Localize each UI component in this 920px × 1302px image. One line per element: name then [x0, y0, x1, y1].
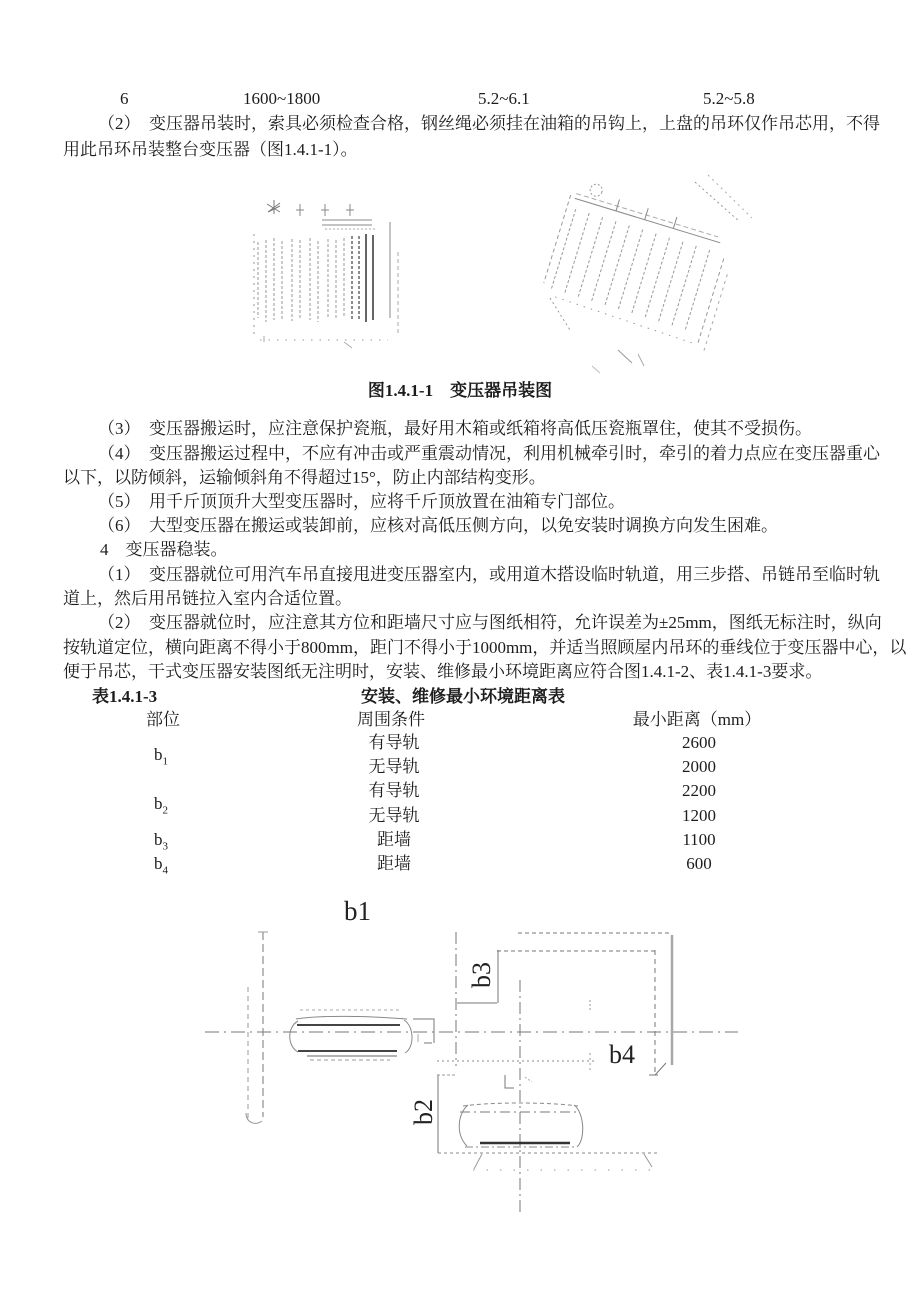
paragraph-5: （5） 用千斤顶顶升大型变压器时，应将千斤顶放置在油箱专门部位。: [98, 492, 625, 511]
transformer-lifting-figure: [240, 170, 760, 375]
section-4-2-line-2: 按轨道定位，横向距离不得小于800mm，距门不得小于1000mm，并适当照顾屋内吊环的垂线位于变压器中心，以: [63, 638, 907, 657]
table-value-row3: 2200: [682, 781, 716, 800]
table-header-condition: 周围条件: [357, 710, 425, 729]
table-header-part: 部位: [146, 710, 180, 729]
table-value-row1: 2600: [682, 733, 716, 752]
diagram-label-b1: b1: [344, 896, 371, 926]
paragraph-3: （3） 变压器搬运时，应注意保护瓷瓶，最好用木箱或纸箱将高低压瓷瓶罩住，使其不受损伤。: [98, 419, 812, 438]
prev-table-cell-index: 6: [120, 89, 129, 108]
table-value-row2: 2000: [682, 757, 716, 776]
transformer-sketch-upright: [254, 200, 398, 348]
section-4-2-line-1: （2） 变压器就位时，应注意其方位和距墙尺寸应与图纸相符，允许误差为±25mm，图纸无标注时，纵向: [98, 613, 882, 632]
prev-table-cell-range: 1600~1800: [243, 89, 321, 108]
table-value-row4: 1200: [682, 806, 716, 825]
figure-caption: 图1.4.1-1 变压器吊装图: [367, 381, 553, 400]
table-condition-row5: 距墙: [377, 830, 411, 849]
diagram-label-b3: b3: [467, 962, 496, 988]
table-value-row5: 1100: [682, 830, 716, 849]
table-header-min-distance: 最小距离（mm）: [632, 710, 762, 729]
table-part-b4: $b_4$: [154, 854, 168, 877]
transformer-sketch-tilted: [539, 175, 752, 373]
table-condition-row2: 无导轨: [368, 757, 420, 776]
table-condition-row1: 有导轨: [368, 733, 420, 752]
prev-table-cell-value2: 5.2~5.8: [703, 89, 755, 108]
section-4-1-line-2: 道上，然后用吊链拉入室内合适位置。: [63, 589, 352, 608]
table-part-b3: $b_3$: [154, 830, 168, 853]
table-title: 安装、维修最小环境距离表: [361, 687, 565, 706]
diagram-label-b2: b2: [409, 1099, 438, 1125]
clearance-diagram-sketch: [180, 895, 760, 1230]
table-part-b1: $b_1$: [154, 745, 168, 768]
table-condition-row4: 无导轨: [368, 806, 420, 825]
table-label: 表1.4.1-3: [92, 687, 158, 706]
table-value-row6: 600: [686, 854, 712, 873]
section-4-1-line-1: （1） 变压器就位可用汽车吊直接甩进变压器室内，或用道木搭设临时轨道，用三步搭、吊链吊至临时轨: [98, 565, 880, 584]
paragraph-4-line-1: （4） 变压器搬运过程中，不应有冲击或严重震动情况，利用机械牵引时，牵引的着力点应在变压器重心: [98, 444, 880, 463]
paragraph-2-line-1: （2） 变压器吊装时，索具必须检查合格，钢丝绳必须挂在油箱的吊钩上，上盘的吊环仅作吊芯用，不得: [98, 114, 880, 133]
table-condition-row6: 距墙: [377, 854, 411, 873]
table-condition-row3: 有导轨: [368, 781, 420, 800]
table-part-b2: $b_2$: [154, 794, 168, 817]
paragraph-6: （6） 大型变压器在搬运或装卸前，应核对高低压侧方向，以免安装时调换方向发生困难。: [98, 516, 778, 535]
paragraph-4-line-2: 以下，以防倾斜，运输倾斜角不得超过15°，防止内部结构变形。: [63, 468, 546, 487]
paragraph-2-line-2: 用此吊环吊装整台变压器（图1.4.1-1）。: [63, 140, 358, 159]
section-4-2-line-3: 便于吊芯，干式变压器安装图纸无注明时，安装、维修最小环境距离应符合图1.4.1-2、表1.4.1-3要求。: [63, 662, 823, 681]
prev-table-cell-value1: 5.2~6.1: [478, 89, 530, 108]
section-4-heading: 4 变压器稳装。: [100, 540, 228, 559]
diagram-label-b4: b4: [609, 1040, 635, 1069]
